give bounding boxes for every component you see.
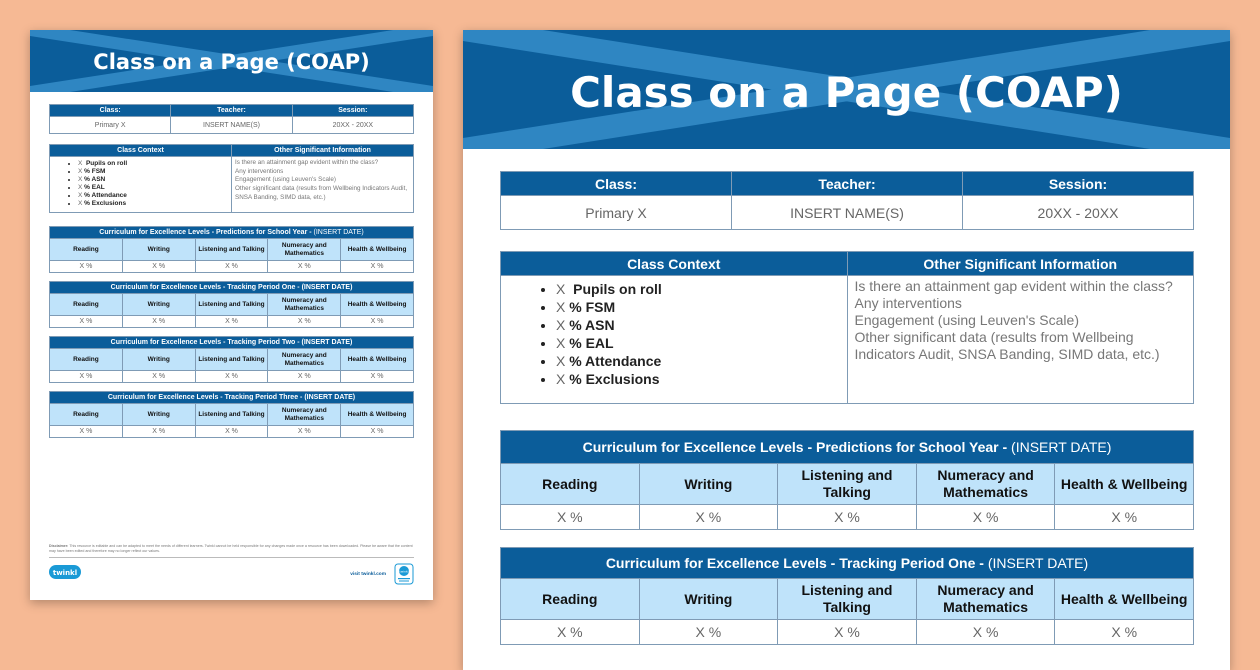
value-cell: X % bbox=[1055, 505, 1194, 530]
context-item: • X % FSM bbox=[556, 298, 847, 316]
value-cell: X % bbox=[501, 620, 640, 645]
tracking-one-section bbox=[500, 547, 1194, 645]
subject-reading: Reading bbox=[50, 294, 123, 316]
subject-reading: Reading bbox=[50, 404, 123, 426]
subject-writing: Writing bbox=[639, 579, 778, 620]
context-item: • X % EAL bbox=[556, 334, 847, 352]
context-table bbox=[49, 144, 414, 213]
subject-listening: Listening and Talking bbox=[195, 404, 268, 426]
value-cell: X % bbox=[50, 426, 123, 438]
svg-text:twinkl: twinkl bbox=[399, 569, 409, 574]
subject-health: Health & Wellbeing bbox=[1055, 464, 1194, 505]
context-table bbox=[500, 251, 1194, 404]
subject-listening: Listening and Talking bbox=[195, 239, 268, 261]
tracking-three-section bbox=[49, 391, 414, 438]
subject-health: Health & Wellbeing bbox=[341, 349, 414, 371]
subject-reading: Reading bbox=[50, 349, 123, 371]
value-cell: X % bbox=[268, 371, 341, 383]
subject-health: Health & Wellbeing bbox=[341, 404, 414, 426]
session-value: 20XX - 20XX bbox=[963, 196, 1194, 230]
title-banner bbox=[463, 30, 1230, 149]
context-item: • X % Attendance bbox=[78, 192, 231, 200]
document-body bbox=[500, 171, 1194, 645]
session-value: 20XX - 20XX bbox=[292, 117, 413, 134]
tracking-three-table bbox=[49, 391, 414, 438]
subject-writing: Writing bbox=[122, 404, 195, 426]
subject-numeracy: Numeracy and Mathematics bbox=[916, 464, 1055, 505]
page-title: Class on a Page (COAP) bbox=[93, 50, 370, 74]
value-cell: X % bbox=[639, 620, 778, 645]
value-cell: X % bbox=[341, 426, 414, 438]
value-cell: X % bbox=[195, 261, 268, 273]
context-item: • X % FSM bbox=[78, 168, 231, 176]
class-context-cell bbox=[50, 157, 232, 213]
value-cell: X % bbox=[122, 261, 195, 273]
tracking-one-section bbox=[49, 281, 414, 328]
class-context-cell bbox=[501, 276, 848, 404]
subject-writing: Writing bbox=[122, 349, 195, 371]
subject-numeracy: Numeracy and Mathematics bbox=[268, 294, 341, 316]
context-item: • X % EAL bbox=[78, 184, 231, 192]
context-item: • X Pupils on roll bbox=[78, 160, 231, 168]
page-title: Class on a Page (COAP) bbox=[570, 68, 1123, 117]
session-header: Session: bbox=[292, 105, 413, 117]
class-info-table bbox=[49, 104, 414, 134]
tracking-one-table bbox=[500, 547, 1194, 645]
predictions-section bbox=[500, 430, 1194, 530]
context-item: • X % Exclusions bbox=[556, 370, 847, 388]
value-cell: X % bbox=[122, 316, 195, 328]
value-cell: X % bbox=[916, 620, 1055, 645]
subject-numeracy: Numeracy and Mathematics bbox=[268, 404, 341, 426]
value-cell: X % bbox=[268, 316, 341, 328]
value-cell: X % bbox=[341, 261, 414, 273]
quality-badge-icon bbox=[394, 563, 414, 585]
value-cell: X % bbox=[195, 316, 268, 328]
value-cell: X % bbox=[122, 426, 195, 438]
class-value: Primary X bbox=[50, 117, 171, 134]
subject-writing: Writing bbox=[122, 239, 195, 261]
title-banner bbox=[30, 30, 433, 92]
document-body bbox=[49, 104, 414, 438]
subject-writing: Writing bbox=[639, 464, 778, 505]
value-cell: X % bbox=[778, 505, 917, 530]
context-item: • X % ASN bbox=[78, 176, 231, 184]
other-info-cell: Is there an attainment gap evident within the class? Any interventions Engagement (using Leuven's Scale) Other significant data (results from Wellbeing Indicators Audit, SNSA Banding, SIMD data, etc.) bbox=[847, 276, 1194, 404]
teacher-header: Teacher: bbox=[732, 172, 963, 196]
subject-numeracy: Numeracy and Mathematics bbox=[916, 579, 1055, 620]
teacher-value: INSERT NAME(S) bbox=[732, 196, 963, 230]
zoomed-page bbox=[463, 30, 1230, 670]
value-cell: X % bbox=[341, 316, 414, 328]
twinkl-logo-icon bbox=[49, 564, 81, 580]
value-cell: X % bbox=[50, 261, 123, 273]
value-cell: X % bbox=[122, 371, 195, 383]
svg-text:twinkl: twinkl bbox=[52, 569, 78, 577]
subject-listening: Listening and Talking bbox=[195, 294, 268, 316]
tracking-one-table bbox=[49, 281, 414, 328]
table-title: Curriculum for Excellence Levels - Tracking Period One - (INSERT DATE) bbox=[50, 282, 414, 294]
context-item: • X % Exclusions bbox=[78, 200, 231, 208]
value-cell: X % bbox=[268, 426, 341, 438]
table-title: Curriculum for Excellence Levels - Predictions for School Year - (INSERT DATE) bbox=[501, 431, 1194, 464]
thumbnail-page bbox=[30, 30, 433, 600]
value-cell: X % bbox=[50, 316, 123, 328]
value-cell: X % bbox=[1055, 620, 1194, 645]
visit-link[interactable]: visit twinkl.com bbox=[350, 572, 386, 577]
session-header: Session: bbox=[963, 172, 1194, 196]
class-context-header: Class Context bbox=[501, 252, 848, 276]
tracking-two-table bbox=[49, 336, 414, 383]
subject-listening: Listening and Talking bbox=[195, 349, 268, 371]
value-cell: X % bbox=[501, 505, 640, 530]
other-info-header: Other Significant Information bbox=[847, 252, 1194, 276]
table-title: Curriculum for Excellence Levels - Tracking Period Three - (INSERT DATE) bbox=[50, 392, 414, 404]
table-title: Curriculum for Excellence Levels - Predictions for School Year - (INSERT DATE) bbox=[50, 227, 414, 239]
teacher-value: INSERT NAME(S) bbox=[171, 117, 292, 134]
value-cell: X % bbox=[341, 371, 414, 383]
footer-divider bbox=[49, 557, 414, 558]
context-item: • X % Attendance bbox=[556, 352, 847, 370]
subject-reading: Reading bbox=[501, 579, 640, 620]
value-cell: X % bbox=[639, 505, 778, 530]
predictions-table bbox=[49, 226, 414, 273]
subject-health: Health & Wellbeing bbox=[1055, 579, 1194, 620]
value-cell: X % bbox=[916, 505, 1055, 530]
class-header: Class: bbox=[50, 105, 171, 117]
other-info-header: Other Significant Information bbox=[232, 145, 414, 157]
context-item: • X Pupils on roll bbox=[556, 280, 847, 298]
class-value: Primary X bbox=[501, 196, 732, 230]
predictions-section bbox=[49, 226, 414, 273]
table-title: Curriculum for Excellence Levels - Tracking Period Two - (INSERT DATE) bbox=[50, 337, 414, 349]
subject-listening: Listening and Talking bbox=[778, 464, 917, 505]
subject-reading: Reading bbox=[501, 464, 640, 505]
class-info-table bbox=[500, 171, 1194, 230]
other-info-cell: Is there an attainment gap evident within the class? Any interventions Engagement (using Leuven's Scale) Other significant data (results from Wellbeing Indicators Audit, SNSA Banding, SIMD data, etc.) bbox=[232, 157, 414, 213]
value-cell: X % bbox=[268, 261, 341, 273]
table-title: Curriculum for Excellence Levels - Tracking Period One - (INSERT DATE) bbox=[501, 548, 1194, 579]
subject-writing: Writing bbox=[122, 294, 195, 316]
value-cell: X % bbox=[195, 426, 268, 438]
subject-health: Health & Wellbeing bbox=[341, 294, 414, 316]
context-item: • X % ASN bbox=[556, 316, 847, 334]
class-context-header: Class Context bbox=[50, 145, 232, 157]
class-header: Class: bbox=[501, 172, 732, 196]
subject-numeracy: Numeracy and Mathematics bbox=[268, 239, 341, 261]
value-cell: X % bbox=[195, 371, 268, 383]
subject-listening: Listening and Talking bbox=[778, 579, 917, 620]
value-cell: X % bbox=[778, 620, 917, 645]
page-footer bbox=[49, 544, 414, 577]
teacher-header: Teacher: bbox=[171, 105, 292, 117]
tracking-two-section bbox=[49, 336, 414, 383]
subject-reading: Reading bbox=[50, 239, 123, 261]
subject-numeracy: Numeracy and Mathematics bbox=[268, 349, 341, 371]
value-cell: X % bbox=[50, 371, 123, 383]
disclaimer-text: Disclaimer: This resource is editable and can be adapted to meet the needs of different learners. Twinkl cannot be held responsible for any changes made once a resource has been downloaded. Please be aware that the content may have been edited and therefore may no longer reflect our values. bbox=[49, 544, 413, 553]
subject-health: Health & Wellbeing bbox=[341, 239, 414, 261]
predictions-table bbox=[500, 430, 1194, 530]
